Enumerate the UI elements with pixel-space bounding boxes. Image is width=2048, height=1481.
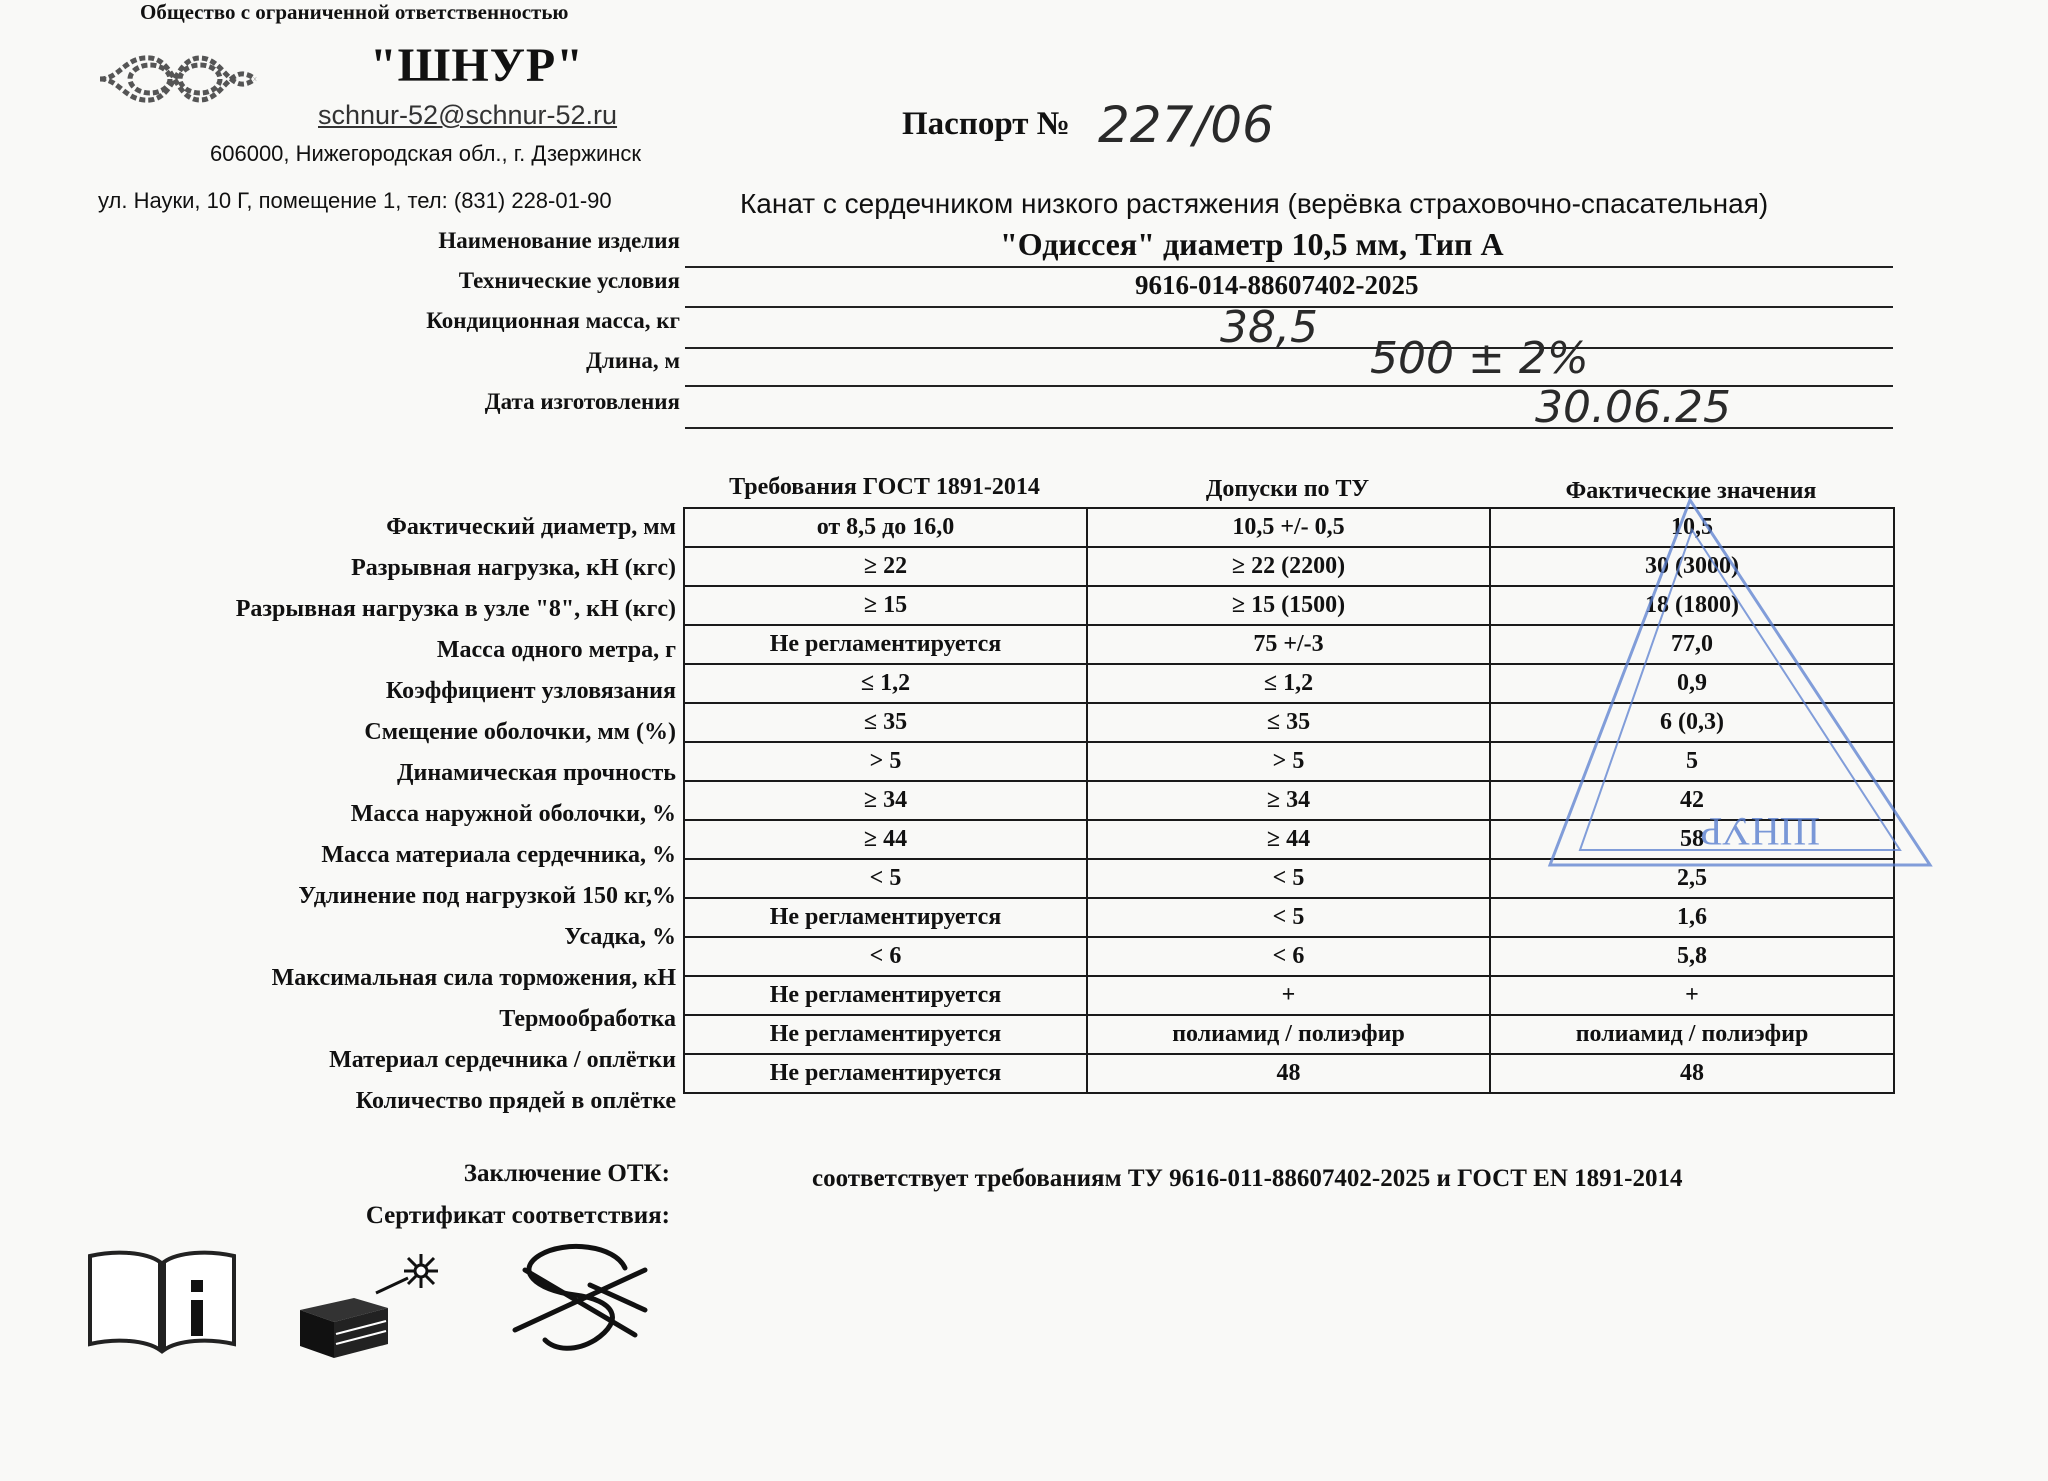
rope-knot-logo-icon [95,48,260,110]
row-label: Масса одного метра, г [436,637,676,663]
cell-actual: 6 (0,3) [1490,703,1894,742]
field-line-name [685,266,1893,268]
row-label: Разрывная нагрузка, кН (кгс) [351,555,676,581]
row-label: Усадка, % [564,924,676,950]
table-row [684,976,1894,1015]
field-label-name: Наименование изделия [438,228,680,253]
field-value-tu: 9616-014-88607402-2025 [1135,270,1419,300]
cell-gost: ≥ 44 [684,820,1087,859]
cell-tu: < 5 [1087,898,1490,937]
cell-actual: + [1490,976,1894,1015]
cell-gost: Не регламентируется [684,625,1087,664]
field-label-length: Длина, м [586,348,680,373]
conclusion-label: Заключение ОТК: [463,1160,670,1187]
certificate-label: Сертификат соответствия: [365,1202,670,1229]
cell-gost: ≤ 35 [684,703,1087,742]
row-label: Разрывная нагрузка в узле "8", кН (кгс) [235,596,676,622]
cell-tu: полиамид / полиэфир [1087,1015,1490,1054]
cell-tu: < 6 [1087,937,1490,976]
cell-tu: 75 +/-3 [1087,625,1490,664]
cell-gost: Не регламентируется [684,1015,1087,1054]
info-book-icon [86,1250,238,1354]
cell-actual: 2,5 [1490,859,1894,898]
cell-tu: > 5 [1087,742,1490,781]
table-row [684,1015,1894,1054]
cell-actual: 42 [1490,781,1894,820]
company-type: Общество с ограниченной ответственностью [140,0,569,24]
company-address-line2: ул. Науки, 10 Г, помещение 1, тел: (831) 228-01-90 [98,188,612,213]
cell-tu: 10,5 +/- 0,5 [1087,508,1490,547]
cell-gost: ≥ 34 [684,781,1087,820]
table-row [684,898,1894,937]
cell-tu: ≥ 44 [1087,820,1490,859]
company-stamp [1540,490,1940,880]
cell-gost: Не регламентируется [684,976,1087,1015]
row-label: Количество прядей в оплётке [355,1088,676,1114]
cell-tu: ≥ 22 (2200) [1087,547,1490,586]
cell-actual: 5,8 [1490,937,1894,976]
box-sun-icon [296,1248,466,1360]
cell-gost: от 8,5 до 16,0 [684,508,1087,547]
field-value-date-handwritten: 30.06.25 [1535,382,1731,433]
field-value-mass-handwritten: 38,5 [1220,302,1318,353]
company-address-line1: 606000, Нижегородская обл., г. Дзержинск [210,141,642,166]
cell-actual: 48 [1490,1054,1894,1093]
cell-actual: 30 (3000) [1490,547,1894,586]
column-header-actual: Фактические значения [1565,478,1817,504]
cell-gost: ≥ 15 [684,586,1087,625]
cell-gost: > 5 [684,742,1087,781]
cell-tu: ≤ 1,2 [1087,664,1490,703]
cell-gost: Не регламентируется [684,898,1087,937]
cell-tu: 48 [1087,1054,1490,1093]
field-label-mass: Кондиционная масса, кг [426,308,680,333]
field-value-length-handwritten: 500 ± 2% [1370,333,1589,384]
cell-actual: 0,9 [1490,664,1894,703]
row-label: Смещение оболочки, мм (%) [364,719,676,745]
cell-gost: Не регламентируется [684,1054,1087,1093]
cell-gost: ≥ 22 [684,547,1087,586]
stamp-text: ШНУР [1700,809,1820,854]
field-line-date [685,427,1893,429]
column-header-gost: Требования ГОСТ 1891-2014 [729,474,1040,500]
conclusion-text: соответствует требованиям ТУ 9616-011-88607402-2025 и ГОСТ EN 1891-2014 [812,1165,1683,1192]
table-row [684,937,1894,976]
cell-gost: < 5 [684,859,1087,898]
row-label: Максимальная сила торможения, кН [271,965,676,991]
field-label-date: Дата изготовления [484,389,680,414]
passport-number-handwritten: 227/06 [1098,96,1274,154]
row-label: Масса наружной оболочки, % [350,801,676,827]
row-label: Материал сердечника / оплётки [329,1047,676,1073]
cell-actual: 10,5 [1490,508,1894,547]
cell-actual: 77,0 [1490,625,1894,664]
product-description: Канат с сердечником низкого растяжения (верёвка страховочно-спасательная) [740,188,1769,219]
row-label: Динамическая прочность [397,760,676,786]
cell-actual: 5 [1490,742,1894,781]
row-label: Удлинение под нагрузкой 150 кг,% [298,883,676,909]
field-label-tu: Технические условия [458,268,680,293]
cell-gost: ≤ 1,2 [684,664,1087,703]
cell-tu: + [1087,976,1490,1015]
no-cut-icon [505,1240,655,1360]
product-name: "Одиссея" диаметр 10,5 мм, Тип А [1000,226,1504,262]
row-label: Фактический диаметр, мм [386,514,676,540]
table-row [684,1054,1894,1093]
cell-actual: 58 [1490,820,1894,859]
cell-actual: 1,6 [1490,898,1894,937]
row-label: Коэффициент узловязания [385,678,676,704]
cell-gost: < 6 [684,937,1087,976]
passport-label: Паспорт № [902,106,1070,142]
field-line-mass [685,347,1893,349]
company-name: "ШНУР" [370,39,584,92]
company-email-link[interactable]: schnur-52@schnur-52.ru [318,100,618,130]
cell-tu: < 5 [1087,859,1490,898]
row-label: Термообработка [499,1006,676,1032]
cell-actual: полиамид / полиэфир [1490,1015,1894,1054]
cell-actual: 18 (1800) [1490,586,1894,625]
cell-tu: ≥ 15 (1500) [1087,586,1490,625]
column-header-tu: Допуски по ТУ [1205,476,1370,502]
row-label: Масса материала сердечника, % [321,842,676,868]
cell-tu: ≤ 35 [1087,703,1490,742]
cell-tu: ≥ 34 [1087,781,1490,820]
